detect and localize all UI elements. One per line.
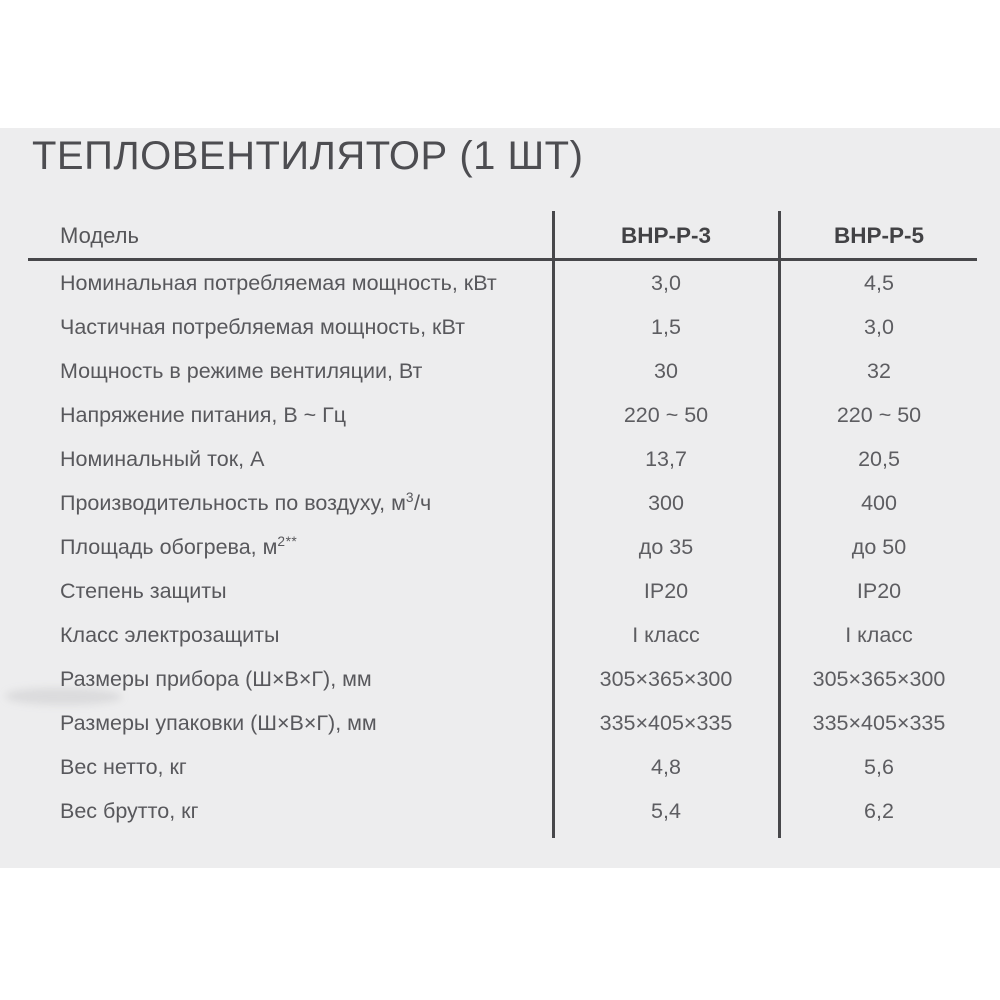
table-row <box>0 305 1000 349</box>
row-label: Площадь обогрева, $м^{2**}$ <box>60 533 298 559</box>
row-value-vnr-r-5: 6,2 <box>864 799 894 824</box>
row-value-vnr-r-5: до 50 <box>851 535 907 559</box>
table-body <box>0 261 1000 834</box>
row-value-vnr-r-3: IP20 <box>643 579 689 604</box>
table-row <box>0 393 1000 437</box>
row-value-vnr-r-5: 305×365×300 <box>812 667 946 692</box>
table-row <box>0 746 1000 790</box>
row-value-vnr-r-3: 220 ~ 50 <box>623 402 709 427</box>
row-value-vnr-r-3: 30 <box>654 358 678 383</box>
row-value-vnr-r-5: 220 ~ 50 <box>836 402 922 427</box>
row-value-vnr-r-3: до 35 <box>638 535 694 559</box>
row-value-vnr-r-3: I класс <box>632 623 700 648</box>
row-value-vnr-r-3: 3,0 <box>651 270 681 295</box>
table-row <box>0 658 1000 702</box>
row-label: Размеры прибора (Ш×В×Г), мм <box>60 667 372 692</box>
row-label: Размеры упаковки (Ш×В×Г), мм <box>60 711 377 736</box>
row-value-vnr-r-5: 335×405×335 <box>812 711 946 736</box>
table-row <box>0 261 1000 305</box>
table-row <box>0 349 1000 393</box>
row-value-vnr-r-5: 400 <box>861 490 897 515</box>
row-label: Вес брутто, кг <box>60 799 199 824</box>
table-row <box>0 570 1000 614</box>
table-row <box>0 437 1000 481</box>
row-value-vnr-r-5: 32 <box>867 358 891 383</box>
table-row <box>0 481 1000 525</box>
row-value-vnr-r-5: 4,5 <box>864 270 894 295</box>
row-value-vnr-r-5: I класс <box>845 623 913 648</box>
row-value-vnr-r-5: 5,6 <box>864 755 894 780</box>
table-row <box>0 614 1000 658</box>
row-label: Класс электрозащиты <box>60 623 280 648</box>
spec-panel <box>0 128 1000 868</box>
table-header-row <box>0 211 1000 258</box>
row-label: Номинальный ток, А <box>60 446 265 471</box>
row-value-vnr-r-3: 4,8 <box>651 755 681 780</box>
row-label: Напряжение питания, В ~ Гц <box>60 402 347 427</box>
table-row <box>0 702 1000 746</box>
row-value-vnr-r-3: 13,7 <box>645 446 687 471</box>
row-label: Степень защиты <box>60 579 227 604</box>
row-value-vnr-r-5: 20,5 <box>858 446 900 471</box>
column-header-vnr-r-3: ВНР-Р-3 <box>620 223 711 248</box>
page-title: ТЕПЛОВЕНТИЛЯТОР (1 ШТ) <box>32 134 584 178</box>
row-value-vnr-r-3: 5,4 <box>651 799 681 824</box>
scan-smudge-artifact <box>6 688 122 705</box>
row-label: Вес нетто, кг <box>60 755 187 780</box>
row-value-vnr-r-3: 1,5 <box>651 314 681 339</box>
row-label: Частичная потребляемая мощность, кВт <box>60 314 465 339</box>
row-label: Номинальная потребляемая мощность, кВт <box>60 270 497 295</box>
row-label: Производительность по воздуху, $м^3/ч$ <box>60 489 432 515</box>
row-label: Мощность в режиме вентиляции, Вт <box>60 358 423 383</box>
row-value-vnr-r-3: 300 <box>648 490 684 515</box>
column-header-vnr-r-5: ВНР-Р-5 <box>833 223 924 248</box>
table-row <box>0 790 1000 834</box>
model-header-label: Модель <box>60 223 139 248</box>
row-value-vnr-r-3: 335×405×335 <box>599 711 733 736</box>
row-value-vnr-r-3: 305×365×300 <box>599 667 733 692</box>
table-row <box>0 525 1000 569</box>
row-value-vnr-r-5: IP20 <box>856 579 902 604</box>
row-value-vnr-r-5: 3,0 <box>864 314 894 339</box>
